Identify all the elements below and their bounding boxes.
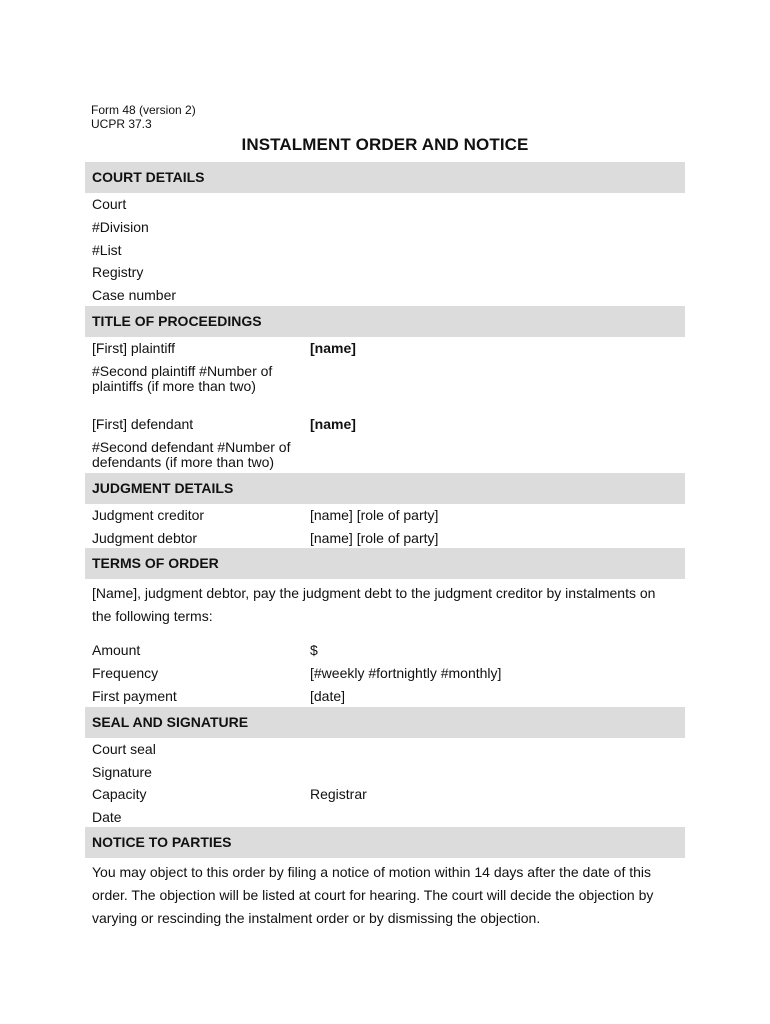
terms-of-order-text xyxy=(92,582,677,628)
court-label: Court xyxy=(92,196,127,212)
first-plaintiff-label: [First] plaintiff xyxy=(92,340,175,356)
division-label: #Division xyxy=(92,219,149,235)
judgment-debtor-label: Judgment debtor xyxy=(92,530,198,546)
notice-text xyxy=(92,861,677,930)
first-defendant-label: [First] defendant xyxy=(92,416,194,432)
terms-text-line1: [Name], judgment debtor, pay the judgment debt to the judgment creditor by instalments on xyxy=(92,585,656,601)
judgment-creditor-label: Judgment creditor xyxy=(92,507,205,523)
second-plaintiff-label-line1: #Second plaintiff #Number of xyxy=(92,363,273,379)
capacity-label: Capacity xyxy=(92,786,147,802)
section-heading-court-details: COURT DETAILS xyxy=(85,162,685,193)
registry-label: Registry xyxy=(92,264,144,280)
page-title: INSTALMENT ORDER AND NOTICE xyxy=(241,135,529,154)
first-payment-label: First payment xyxy=(92,688,177,704)
date-label: Date xyxy=(92,809,122,825)
list-label: #List xyxy=(92,242,122,258)
second-plaintiff-label-line2: plaintiffs (if more than two) xyxy=(92,378,256,394)
notice-line2: order. The objection will be listed at court for hearing. The court will decide the objection by xyxy=(92,887,654,903)
notice-line3: varying or rescinding the instalment order or by dismissing the objection. xyxy=(92,910,541,926)
notice-line1: You may object to this order by filing a notice of motion within 14 days after the date of this xyxy=(92,864,652,880)
amount-value: $ xyxy=(310,642,318,658)
amount-label: Amount xyxy=(92,642,141,658)
judgment-creditor-value: [name] [role of party] xyxy=(310,507,439,523)
rule-reference: UCPR 37.3 xyxy=(91,117,152,131)
case-number-label: Case number xyxy=(92,287,177,303)
capacity-value: Registrar xyxy=(310,786,367,802)
court-seal-label: Court seal xyxy=(92,741,156,757)
frequency-label: Frequency xyxy=(92,665,159,681)
first-plaintiff-value: [name] xyxy=(310,340,356,356)
first-defendant-value: [name] xyxy=(310,416,356,432)
section-heading-title-of-proceedings: TITLE OF PROCEEDINGS xyxy=(85,306,685,337)
second-defendant-label-line1: #Second defendant #Number of xyxy=(92,439,291,455)
section-heading-notice-to-parties: NOTICE TO PARTIES xyxy=(85,827,685,858)
section-heading-seal-and-signature: SEAL AND SIGNATURE xyxy=(85,707,685,738)
judgment-debtor-value: [name] [role of party] xyxy=(310,530,439,546)
second-defendant-label-line2: defendants (if more than two) xyxy=(92,454,275,470)
section-heading-judgment-details: JUDGMENT DETAILS xyxy=(85,473,685,504)
form-number: Form 48 (version 2) xyxy=(91,103,196,117)
terms-text-line2: the following terms: xyxy=(92,608,213,624)
section-heading-terms-of-order: TERMS OF ORDER xyxy=(85,548,685,579)
form-reference xyxy=(91,103,196,131)
signature-label: Signature xyxy=(92,764,152,780)
frequency-value: [#weekly #fortnightly #monthly] xyxy=(310,665,502,681)
first-payment-value: [date] xyxy=(310,688,346,704)
